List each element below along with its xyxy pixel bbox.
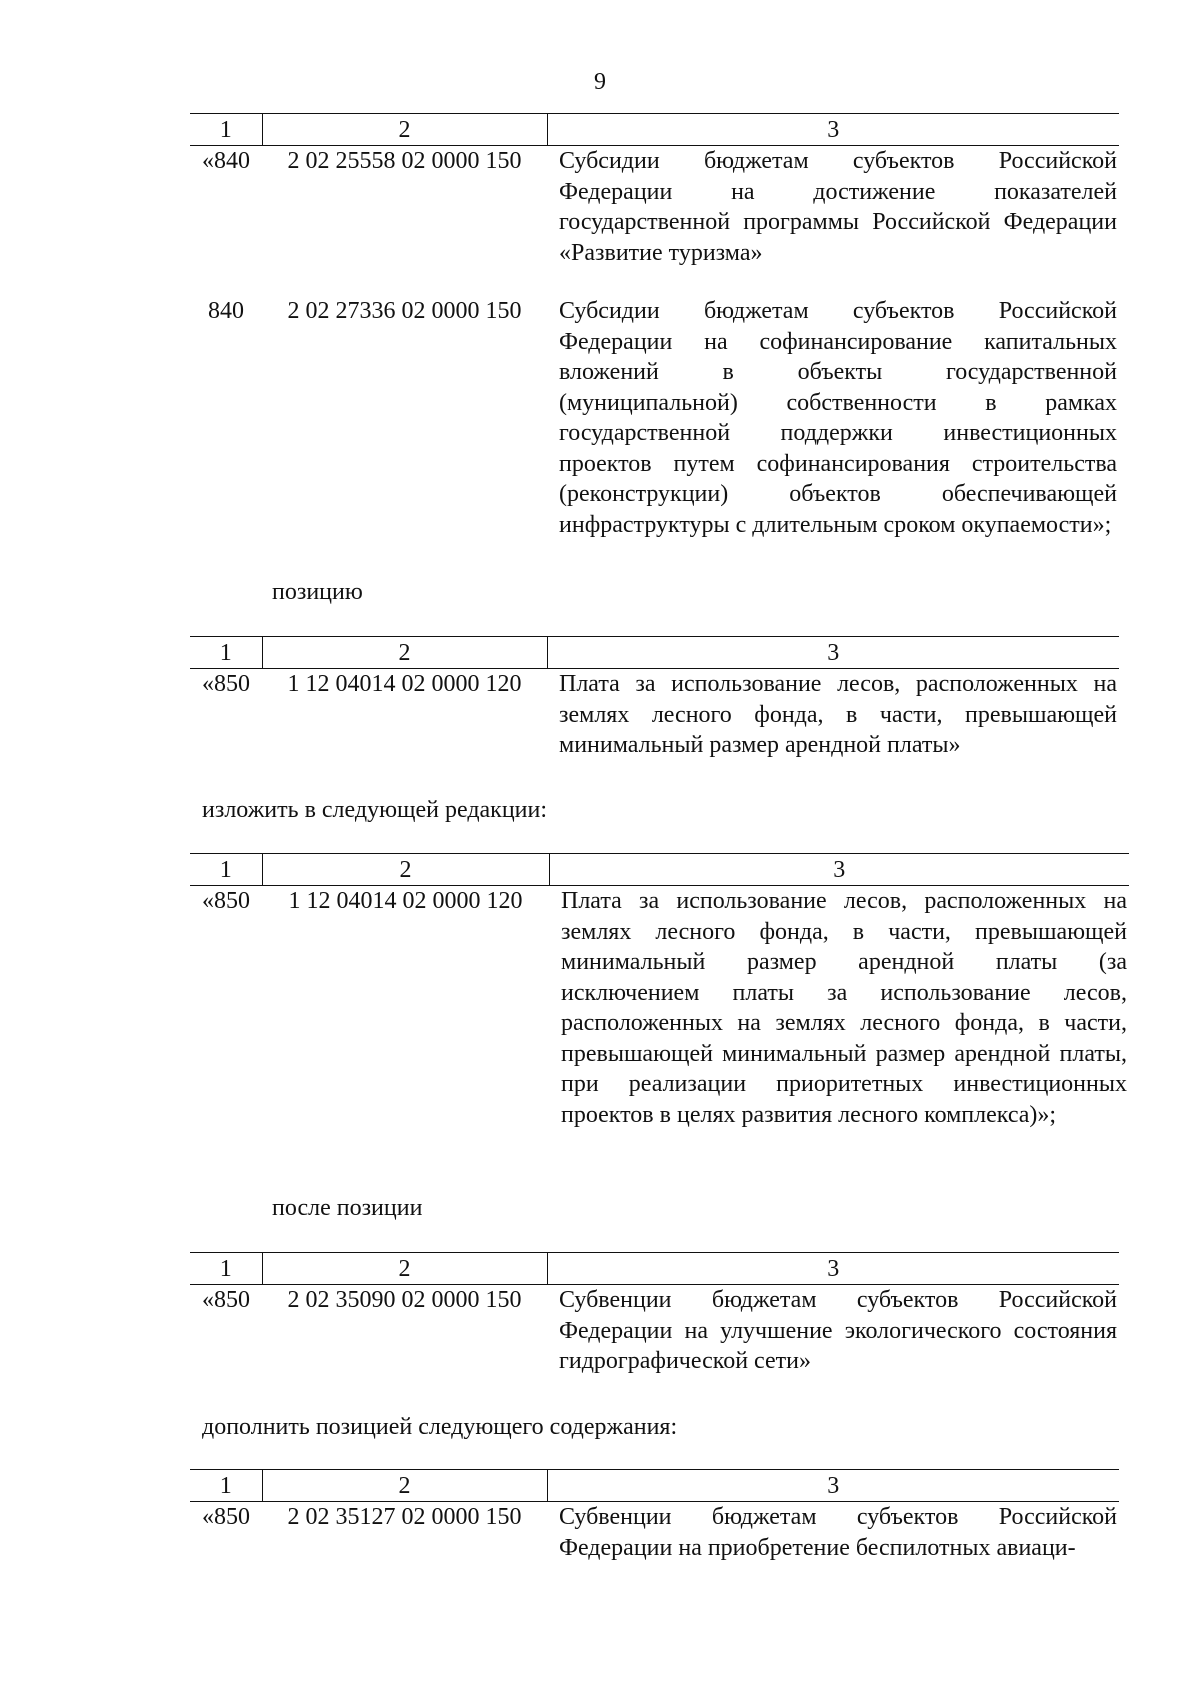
table-header-row <box>190 114 1119 146</box>
kbk-code-cell: 2 02 35127 02 0000 150 <box>287 1504 522 1530</box>
table-header-row <box>190 1470 1119 1502</box>
classification-table <box>190 1469 1119 1563</box>
note-new-edition: изложить в следующей редакции: <box>202 797 548 823</box>
classification-table <box>190 636 1119 761</box>
note-position: позицию <box>272 579 363 605</box>
table-block-3 <box>190 853 1129 1130</box>
description-cell: Субсидии бюджетам субъектов Российской Федерации на софинансирование капитальных вложений в объекты государственной (муниципальной) собственности в рамках государственной поддержки инвестиционных проектов путем софинансирования строительства (реконструкции) объектов обеспечивающей инфраструктуры с длительным сроком окупаемости»; <box>559 298 1117 538</box>
table-row <box>190 1502 1119 1564</box>
header-col-1: 1 <box>190 637 262 669</box>
table-block-4 <box>190 1252 1119 1377</box>
header-col-2: 2 <box>262 637 547 669</box>
header-col-3: 3 <box>547 1470 1119 1502</box>
kbk-code-cell: 2 02 25558 02 0000 150 <box>287 148 522 174</box>
header-col-1: 1 <box>190 114 262 146</box>
note-add-position: дополнить позицией следующего содержания: <box>202 1414 678 1440</box>
header-col-3: 3 <box>547 114 1119 146</box>
table-header-row <box>190 1253 1119 1285</box>
kbk-code-cell: 1 12 04014 02 0000 120 <box>288 888 523 914</box>
table-block-5 <box>190 1469 1119 1563</box>
row-spacer <box>190 268 1119 296</box>
description-cell: Субсидии бюджетам субъектов Российской Федерации на достижение показателей государственной программы Российской Федерации «Развитие туризма» <box>559 148 1117 266</box>
header-col-1: 1 <box>190 854 262 886</box>
header-col-2: 2 <box>262 1470 547 1502</box>
header-col-2: 2 <box>262 114 547 146</box>
table-header-row <box>190 637 1119 669</box>
page-number: 9 <box>594 69 606 95</box>
classification-table <box>190 853 1129 1130</box>
kbk-code-cell: 2 02 27336 02 0000 150 <box>287 298 522 324</box>
description-cell: Субвенции бюджетам субъектов Российской Федерации на улучшение экологического состояния гидрографической сети» <box>559 1287 1117 1374</box>
description-cell: Плата за использование лесов, расположенных на землях лесного фонда, в части, превышающей минимальный размер арендной платы (за исключением платы за использование лесов, расположенных на землях лесного фонда, в части, превышающей минимальный размер арендной платы, при реализации приоритетных инвестиционных проектов в целях развития лесного комплекса)»; <box>561 888 1127 1128</box>
table-row <box>190 296 1119 540</box>
admin-code-cell: «850 <box>202 1287 250 1313</box>
table-row <box>190 1285 1119 1377</box>
admin-code-cell: «850 <box>202 1504 250 1530</box>
table-row <box>190 669 1119 761</box>
header-col-3: 3 <box>547 1253 1119 1285</box>
admin-code-cell: «850 <box>202 888 250 914</box>
header-col-3: 3 <box>547 637 1119 669</box>
table-row <box>190 146 1119 269</box>
kbk-code-cell: 1 12 04014 02 0000 120 <box>287 671 522 697</box>
table-header-row <box>190 854 1129 886</box>
table-block-2 <box>190 636 1119 761</box>
header-col-2: 2 <box>262 1253 547 1285</box>
header-col-2: 2 <box>262 854 549 886</box>
description-cell: Субвенции бюджетам субъектов Российской Федерации на приобретение беспилотных авиаци- <box>559 1504 1117 1561</box>
table-block-1 <box>190 113 1119 540</box>
classification-table <box>190 1252 1119 1377</box>
header-col-1: 1 <box>190 1253 262 1285</box>
description-cell: Плата за использование лесов, расположенных на землях лесного фонда, в части, превышающей минимальный размер арендной платы» <box>559 671 1117 758</box>
note-after-position: после позиции <box>272 1195 423 1221</box>
admin-code-cell: 840 <box>208 298 244 324</box>
admin-code-cell: «840 <box>202 148 250 174</box>
admin-code-cell: «850 <box>202 671 250 697</box>
kbk-code-cell: 2 02 35090 02 0000 150 <box>287 1287 522 1313</box>
table-row <box>190 886 1129 1131</box>
header-col-1: 1 <box>190 1470 262 1502</box>
classification-table <box>190 113 1119 540</box>
header-col-3: 3 <box>549 854 1129 886</box>
